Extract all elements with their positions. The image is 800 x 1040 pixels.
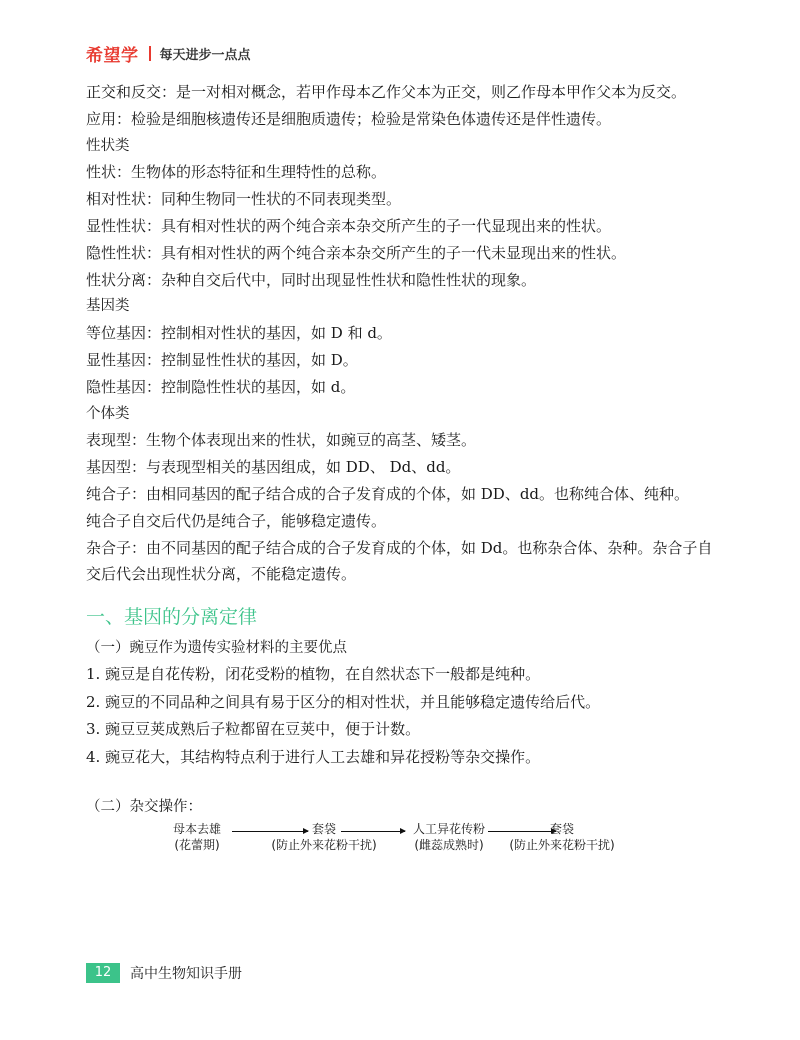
logo-divider: [149, 46, 151, 61]
flow-step-title: 母本去雄: [172, 822, 221, 836]
intro-line: 正交和反交：是一对相对概念，若甲作母本乙作父本为正交，则乙作母本甲作父本为反交。: [86, 83, 687, 101]
flow-step-note: (防止外来花粉干扰): [509, 838, 615, 852]
definition-line: 纯合子自交后代仍是纯合子，能够稳定遗传。: [86, 511, 387, 530]
definition-paragraph: 杂合子：由不同基因的配子结合成的合子发育成的个体，如 Dd。也称杂合体、杂种。杂合子自交后代会出现性状分离，不能稳定遗传。: [86, 538, 713, 584]
definition-line: 隐性基因：控制隐性性状的基因，如 d。: [86, 377, 356, 396]
flow-step-title: 套袋: [549, 822, 574, 836]
definition-line: 显性性状：具有相对性状的两个纯合亲本杂交所产生的子一代显现出来的性状。: [86, 216, 612, 235]
brand-logo: 希望学: [86, 45, 139, 66]
definition-line: 相对性状：同种生物同一性状的不同表现类型。: [86, 190, 402, 209]
definition-line: 隐性性状：具有相对性状的两个纯合亲本杂交所产生的子一代未显现出来的性状。: [86, 243, 627, 262]
category-heading-traits: 性状类: [86, 137, 130, 154]
page-number: 12: [86, 963, 120, 983]
flow-step-note: (防止外来花粉干扰): [271, 838, 377, 852]
book-title: 高中生物知识手册: [130, 966, 242, 982]
flow-step-note: (花蕾期): [174, 838, 220, 852]
definition-line: 性状：生物体的形态特征和生理特性的总称。: [86, 163, 387, 182]
list-item: 1. 豌豆是自花传粉，闭花受粉的植物，在自然状态下一般都是纯种。: [86, 665, 541, 683]
definition-line: 显性基因：控制显性性状的基因，如 D。: [86, 350, 358, 369]
flow-step-title: 套袋: [311, 822, 336, 836]
section-title: 一、基因的分离定律: [86, 606, 258, 628]
list-item: 4. 豌豆花大，其结构特点利于进行人工去雄和异花授粉等杂交操作。: [86, 747, 541, 766]
subsection-title: （一）豌豆作为遗传实验材料的主要优点: [86, 640, 347, 656]
definition-line: 纯合子：由相同基因的配子结合成的合子发育成的个体，如 DD、dd。也称纯合体、纯种。: [86, 484, 690, 503]
header-slogan: 每天进步一点点: [159, 47, 251, 63]
list-item: 3. 豌豆豆荚成熟后子粒都留在豆荚中，便于计数。: [86, 720, 421, 738]
definition-line: 表现型：生物个体表现出来的性状，如豌豆的高茎、矮茎。: [86, 431, 477, 450]
hybridization-flow-diagram: [150, 822, 670, 862]
main-content: [86, 79, 726, 588]
intro-line: 应用：检验是细胞核遗传还是细胞质遗传；检验是常染色体遗传还是伴性遗传。: [86, 109, 612, 128]
definition-line: 性状分离：杂种自交后代中，同时出现显性性状和隐性性状的现象。: [86, 270, 537, 289]
flow-step: [262, 822, 386, 854]
subsection-title: （二）杂交操作：: [86, 799, 202, 815]
flow-step-note: (雌蕊成熟时): [414, 838, 484, 852]
list-item: 2. 豌豆的不同品种之间具有易于区分的相对性状，并且能够稳定遗传给后代。: [86, 692, 601, 711]
definition-line: 等位基因：控制相对性状的基因，如 D 和 d。: [86, 324, 392, 343]
definition-line: 基因型：与表现型相关的基因组成，如 DD、 Dd、dd。: [86, 458, 461, 477]
flow-step: [402, 822, 496, 854]
flow-step: [150, 822, 244, 854]
flow-arrow: [341, 831, 405, 832]
advantages-list: [86, 661, 726, 771]
page-footer: [86, 963, 242, 983]
flow-step: [500, 822, 624, 854]
category-heading-genes: 基因类: [86, 298, 130, 315]
flow-step-title: 人工异花传粉: [412, 822, 485, 836]
page-header: [86, 40, 251, 66]
category-heading-individuals: 个体类: [86, 405, 130, 422]
